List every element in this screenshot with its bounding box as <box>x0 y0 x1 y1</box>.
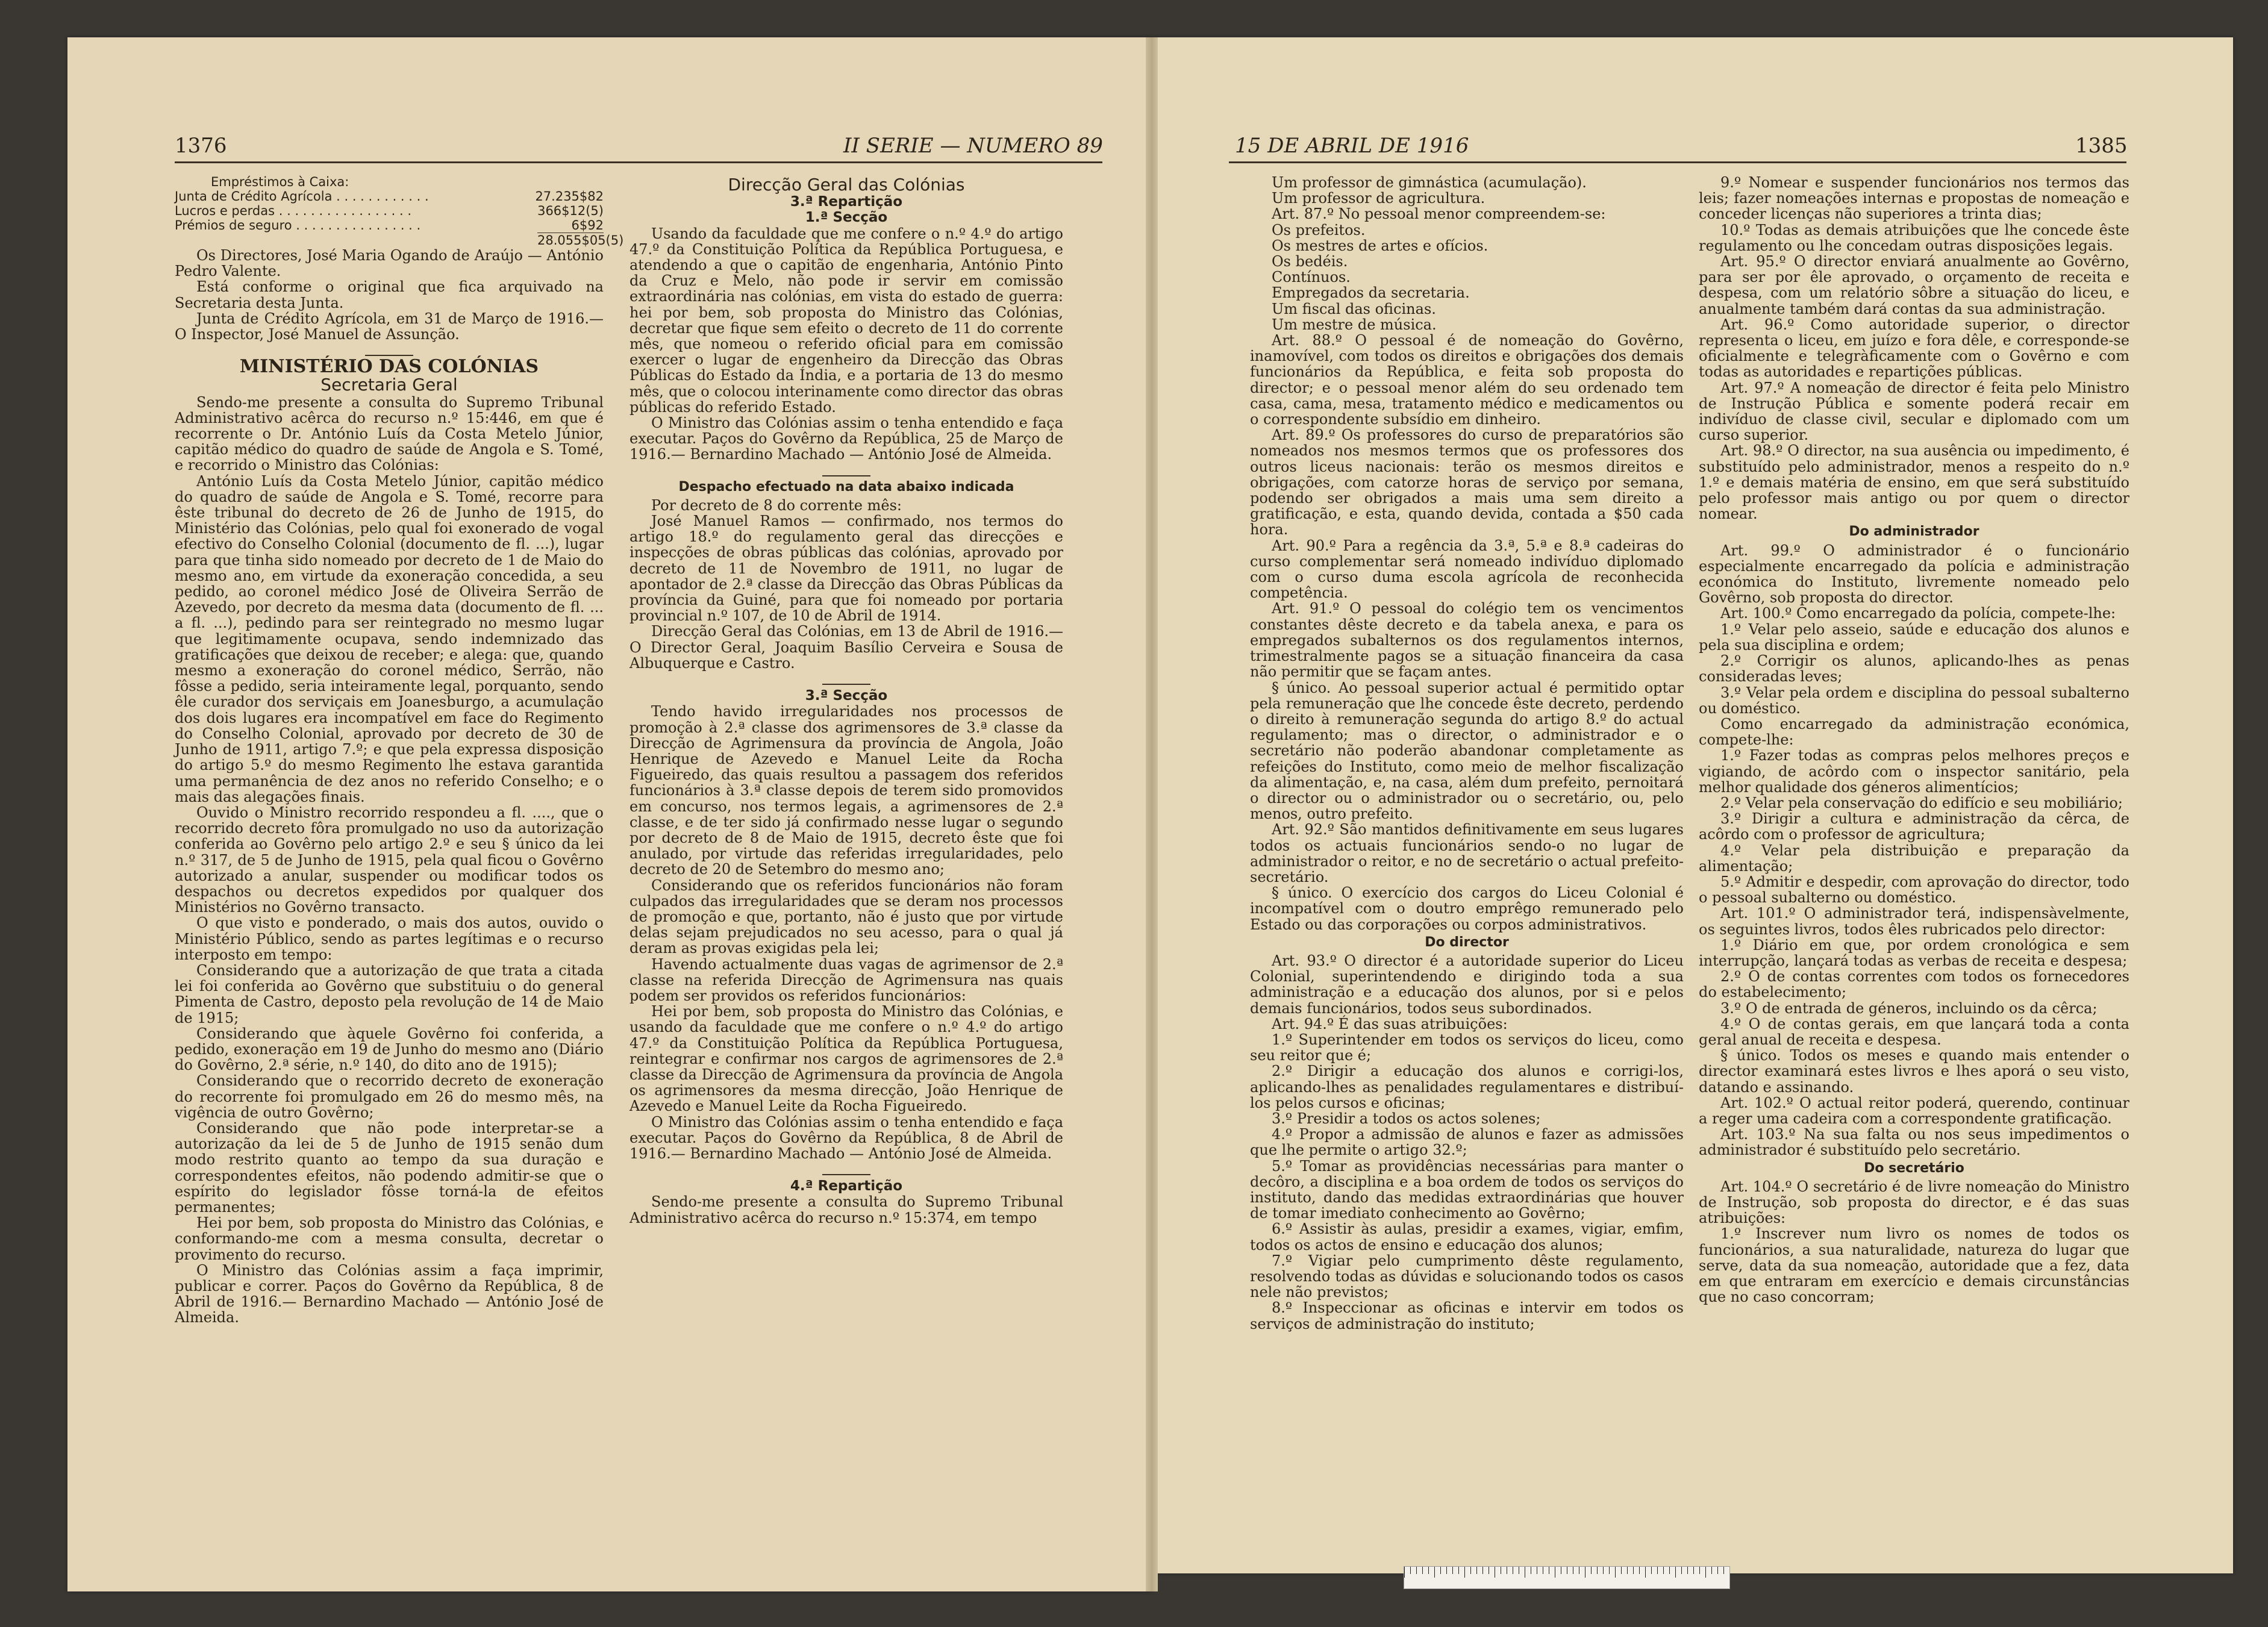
paragraph: Os mestres de artes e ofícios. <box>1272 237 1489 254</box>
accounts-block <box>175 175 624 248</box>
paragraph: Art. 101.º O administrador terá, indispensàvelmente, os seguintes livros, todos êles rubricados pelo director: <box>1699 905 2129 938</box>
page-fold <box>1146 37 1158 1591</box>
paragraph: 1.º Velar pelo asseio, saúde e educação dos alunos e pela sua disciplina e ordem; <box>1699 620 2129 654</box>
paragraph: 2.º Dirigir a educação dos alunos e corrigi-los, aplicando-lhes as penalidades regulamentares e distribuí-los pelos cursos e oficinas; <box>1250 1063 1684 1111</box>
paragraph: Como encarregado da administração económica, compete-lhe: <box>1699 715 2129 749</box>
paragraph: Os bedéis. <box>1272 253 1348 270</box>
secretaria-heading: Secretaria Geral <box>320 375 458 395</box>
director-heading: Do director <box>1425 934 1509 950</box>
final-paragraph: Sendo-me presente a consulta do Supremo Tribunal Administrativo acêrca do recurso n.º 15:374, em tempo <box>629 1193 1063 1226</box>
ornament <box>629 675 1063 684</box>
paragraph: Considerando que não pode interpretar-se a autorização da lei de 5 de Junho de 1915 senão dum modo restrito quanto ao tempo da sua duração e correspondentes efeitos, não podendo admitir-se que o espírito do legislador fôsse torná-la de efeitos permanentes; <box>175 1119 604 1216</box>
paragraph: Sendo-me presente a consulta do Supremo Tribunal Administrativo acêrca do recurso n.º 15:446, em que é recorrente o Dr. António Luís da Costa Metelo Júnior, capitão médico do quadro de saúde de Angola e S. Tomé, e recorrido o Ministro das Colónias: <box>175 393 604 474</box>
accounts-label: Junta de Crédito Agrícola . . . . . . . . . . . . <box>175 189 429 204</box>
paragraph: Art. 103.º Na sua falta ou nos seus impedimentos o administrador é substituído pelo secretário. <box>1699 1126 2129 1159</box>
reparticao-4-heading: 4.ª Repartição <box>790 1178 903 1194</box>
paragraph: 3.º Presidir a todos os actos solenes; <box>1272 1110 1541 1127</box>
paragraph: Um professor de agricultura. <box>1272 190 1485 207</box>
paragraph: Considerando que àquele Govêrno foi conferida, a pedido, exoneração em 19 de Junho do mesmo ano (Diário do Govêrno, 2.ª série, n.º 140, do dito ano de 1915); <box>175 1025 604 1074</box>
paragraph: Hei por bem, sob proposta do Ministro das Colónias, e conformando-me com a mesma consulta, decretar o provimento do recurso. <box>175 1214 604 1263</box>
right-date-heading: 15 DE ABRIL DE 1916 <box>1235 134 1469 158</box>
paragraph: Considerando que a autorização de que trata a citada lei foi conferida ao Govêrno que substituiu o do general Pimenta de Castro, deposto pela revolução de 14 de Maio de 1915; <box>175 961 604 1026</box>
accounts-value: 366$12(5) <box>537 204 604 218</box>
column-4 <box>1699 175 2129 1305</box>
paragraph: 9.º Nomear e suspender funcionários nos termos das leis; fazer nomeações internas e propostas de nomeação e conceder licenças não superiores a trinta dias; <box>1699 174 2129 223</box>
paragraph: Art. 90.º Para a regência da 3.ª, 5.ª e 8.ª cadeiras do curso complementar será nomeado indivíduo diplomado com o curso duma escola agrícola de reconhecida competência. <box>1250 537 1684 602</box>
paragraph: O Ministro das Colónias assim o tenha entendido e faça executar. Paços do Govêrno da República, 8 de Abril de 1916.— Bernardino Machado — António José de Almeida. <box>629 1113 1063 1162</box>
paragraph: Havendo actualmente duas vagas de agrimensor de 2.ª classe na referida Direcção de Agrimensura nas quais podem ser providos os referidos funcionários: <box>629 955 1063 1004</box>
column-1 <box>175 175 624 1326</box>
accounts-label: Prémios de seguro . . . . . . . . . . . . . . . . <box>175 218 421 233</box>
paragraph: 4.º O de contas gerais, em que lançará toda a conta geral anual de receita e despesa. <box>1699 1015 2129 1048</box>
decree-date-line: Por decreto de 8 do corrente mês: <box>651 496 902 514</box>
paragraph: 2.º O de contas correntes com todos os fornecedores do estabelecimento; <box>1699 968 2129 1001</box>
paragraph: Art. 91.º O pessoal do colégio tem os vencimentos constantes dêste decreto e da tabela anexa, e para os empregados subalternos os dos regulamentos internos, trimestralmente pagos se a situação financeira da casa não permitir que se façam antes. <box>1250 600 1684 681</box>
accounts-title: Empréstimos à Caixa: <box>211 175 349 189</box>
paragraph: Tendo havido irregularidades nos processos de promoção à 2.ª classe dos agrimensores de 3.ª classe da Direcção de Agrimensura da província de Angola, João Henrique de Azevedo e Manuel Leite da Rocha Figueiredo, das quais resultou a passagem dos referidos funcionários à 3.ª classe depois de terem sido promovidos em concurso, nos termos legais, a agrimensores de 2.ª classe, e de ter sido já confirmado nesse lugar o segundo por decreto de 8 de Maio de 1915, decreto êste que foi anulado, por virtude das referidas irregularidades, pelo decreto de 20 de Setembro do mesmo ano; <box>629 703 1063 878</box>
directors-line: Os Directores, José Maria Ogando de Araújo — António Pedro Valente. <box>175 247 604 280</box>
paragraph: 10.º Todas as demais atribuições que lhe concede êste regulamento ou lhe concedam outras disposições legais. <box>1699 221 2129 254</box>
paragraph: 2.º Velar pela conservação do edifício e seu mobiliário; <box>1720 794 2123 811</box>
paragraph: Art. 89.º Os professores do curso de preparatórios são nomeados nos mesmos termos que os professores dos outros liceus nacionais: terão os mesmos direitos e obrigações, com catorze horas de serviço por semana, podendo ser obrigados a mais uma sem direito a gratificação, e esta, quando devida, contada a $50 cada hora. <box>1250 426 1684 539</box>
secretario-heading: Do secretário <box>1864 1160 1964 1176</box>
director-general-line: Direcção Geral das Colónias, em 13 de Abril de 1916.— O Director Geral, Joaquim Basílio Cerveira e Sousa de Albuquerque e Castro. <box>629 623 1063 672</box>
paragraph: Um mestre de música. <box>1272 316 1437 333</box>
accounts-value: 6$92 <box>571 218 604 233</box>
paragraph: Os prefeitos. <box>1272 221 1366 239</box>
paragraph: Hei por bem, sob proposta do Ministro das Colónias, e usando da faculdade que me confere o n.º 4.º do artigo 47.º da Constituição Política da República Portuguesa, reintegrar e confirmar nos cargos de agrimensores de 2.ª classe da Direcção de Agrimensura da província de Angola os agrimensores da mesma direcção, João Henrique de Azevedo e Manuel Leite da Rocha Figueiredo. <box>629 1003 1063 1115</box>
direccao-heading: Direcção Geral das Colónias <box>728 175 965 195</box>
paragraph: 3.º Velar pela ordem e disciplina do pessoal subalterno ou doméstico. <box>1699 684 2129 717</box>
paragraph: 3.º Dirigir a cultura e administração da cêrca, de acôrdo com o professor de agricultura; <box>1699 810 2129 843</box>
accounts-total: 28.055$05(5) <box>537 233 624 248</box>
paragraph: Contínuos. <box>1272 269 1351 286</box>
paragraph: 7.º Vigiar pelo cumprimento dêste regulamento, resolvendo todas as dúvidas e solucionando todos os casos nele não previstos; <box>1250 1252 1684 1301</box>
paragraph: 5.º Tomar as providências necessárias para manter o decôro, a disciplina e a boa ordem de todos os serviços do instituto, dando das medidas extraordinárias que houver de tomar imediato conhecimento ao Govêrno; <box>1250 1157 1684 1222</box>
paragraph: 5.º Admitir e despedir, com aprovação do director, todo o pessoal subalterno ou doméstico. <box>1699 873 2129 907</box>
paragraph: 6.º Assistir às aulas, presidir a exames, vigiar, emfim, todos os actos de ensino e educação dos alunos; <box>1250 1220 1684 1254</box>
paragraph: Empregados da secretaria. <box>1272 284 1470 302</box>
left-page-number: 1376 <box>175 134 227 158</box>
accounts-row <box>175 218 604 233</box>
paragraph: Art. 95.º O director enviará anualmente ao Govêrno, para ser por êle aprovado, o orçamento de receita e despesa, com um relatório sôbre a situação do liceu, e anualmente também dará contas da sua administração. <box>1699 253 2129 317</box>
paragraph: 1.º Fazer todas as compras pelos melhores preços e vigiando, de acôrdo com o inspector sanitário, pela melhor qualidade dos géneros alimentícios; <box>1699 747 2129 796</box>
ornament <box>629 466 1063 476</box>
paragraph: Um fiscal das oficinas. <box>1272 300 1436 317</box>
paragraph: Art. 88.º O pessoal é de nomeação do Govêrno, inamovível, com todos os direitos e obrigações dos demais funcionários da República, e feita sob proposta do director; e o pessoal menor além do seu ordenado tem casa, cama, mesa, tratamento médico e medicamentos ou o correspondente subsídio em dinheiro. <box>1250 332 1684 428</box>
paragraph: 4.º Propor a admissão de alunos e fazer as admissões que lhe permite o artigo 32.º; <box>1250 1126 1684 1159</box>
paragraph: Art. 99.º O administrador é o funcionário especialmente encarregado da polícia e administração económica do Instituto, livremente nomeado pelo Govêrno, sob proposta do director. <box>1699 542 2129 607</box>
paragraph: Art. 92.º São mantidos definitivamente em seus lugares todos os actuais funcionários sendo-o no lugar de administrador o reitor, e no de secretário o actual prefeito-secretário. <box>1250 821 1684 885</box>
measurement-ruler <box>1404 1566 1730 1589</box>
paragraph: 1.º Inscrever num livro os nomes de todos os funcionários, a sua naturalidade, natureza do lugar que serve, data da sua nomeação, autoridade que a fez, data em que entraram em exercício e demais circunstâncias que no caso concorram; <box>1699 1225 2129 1306</box>
reparticao-3-heading: 3.ª Repartição <box>790 194 903 210</box>
paragraph: Considerando que o recorrido decreto de exoneração do recorrente foi promulgado em 26 do mesmo mês, na vigência de outro Govêrno; <box>175 1072 604 1121</box>
administrador-heading: Do administrador <box>1849 524 1979 540</box>
paragraph: 1.º Diário em que, por ordem cronológica e sem interrupção, lançará todas as verbas de receita e despesa; <box>1699 936 2129 969</box>
paragraph: Art. 100.º Como encarregado da polícia, compete-lhe: <box>1720 605 2116 622</box>
ministry-heading: MINISTÉRIO DAS COLÓNIAS <box>239 356 539 378</box>
seccao-3-heading: 3.ª Secção <box>805 688 888 704</box>
accounts-label: Lucros e perdas . . . . . . . . . . . . . . . . . <box>175 204 412 218</box>
decree-paragraph: Usando da faculdade que me confere o n.º 4.º do artigo 47.º da Constituição Política da República Portuguesa, e atendendo a que o capitão de engenharia, António Pinto da Cruz e Melo, não pode ir servir em comissão extraordinária nas colónias, em vista do estado de guerra: hei por bem, sob proposta do Ministro das Colónias, decretar que fique sem efeito o decreto de 11 do corrente mês, que nomeou o referido oficial para em comissão exercer o lugar de engenheiro da Direcção das Obras Públicas do Estado da Índia, e a portaria de 13 do mesmo mês, que o colocou interinamente como director das obras públicas do referido Estado. <box>629 225 1063 416</box>
left-series-heading: II SERIE — NUMERO 89 <box>843 134 1103 158</box>
inspector-line: Junta de Crédito Agrícola, em 31 de Março de 1916.— O Inspector, José Manuel de Assunção. <box>175 310 604 343</box>
paragraph: Art. 104.º O secretário é de livre nomeação do Ministro de Instrução, sob proposta do director, e é das suas atribuições: <box>1699 1178 2129 1227</box>
paragraph: Art. 97.º A nomeação de director é feita pelo Ministro de Instrução Pública e somente poderá recair em indivíduo de classe civil, secular e diplomado com um curso superior. <box>1699 379 2129 444</box>
paragraph: 2.º Corrigir os alunos, aplicando-lhes as penas consideradas leves; <box>1699 652 2129 685</box>
paragraph: Art. 98.º O director, na sua ausência ou impedimento, é substituído pelo administrador, menos a respeito do n.º 1.º e demais matéria de ensino, em que será substituído pelo professor mais antigo ou por quem o director nomear. <box>1699 442 2129 523</box>
paragraph: Um professor de gimnástica (acumulação). <box>1272 174 1587 191</box>
paragraph: Considerando que os referidos funcionários não foram culpados das irregularidades que se deram nos processos de promoção e que, portanto, não é justo que por virtude delas sejam prejudicados no seu acesso, para o qual já deram as provas exigidas pela lei; <box>629 876 1063 957</box>
conformity-line: Está conforme o original que fica arquivado na Secretaria desta Junta. <box>175 278 604 311</box>
left-header-rule <box>175 161 1102 163</box>
seccao-1-heading: 1.ª Secção <box>805 210 888 226</box>
right-page-number: 1385 <box>2075 134 2128 158</box>
right-header-rule <box>1229 161 2126 163</box>
paragraph: O que visto e ponderado, o mais dos autos, ouvido o Ministério Público, sendo as partes legítimas e o recurso interposto em tempo: <box>175 914 604 963</box>
paragraph: Art. 94.º É das suas atribuições: <box>1272 1015 1508 1032</box>
ornament <box>175 346 604 355</box>
paragraph: § único. Ao pessoal superior actual é permitido optar pela remuneração que lhe concede êste decreto, perdendo o direito à remuneração segunda do artigo 8.º do actual regulamento; mas o director, o administrador e o secretário não poderão abandonar completamente as refeições do Instituto, como meio de melhor fiscalização da alimentação, e, na casa, além dum prefeito, pernoitará o director ou o administrador ou o secretário, ou, pelo menos, outro prefeito. <box>1250 679 1684 823</box>
paragraph: § único. Todos os meses e quando mais entender o director examinará estes livros e lhes aporá o seu visto, datando e assinando. <box>1699 1047 2129 1096</box>
ramos-paragraph: José Manuel Ramos — confirmado, nos termos do artigo 18.º do regulamento geral das direcções e inspecções de obras públicas das colónias, aprovado por decreto de 11 de Novembro de 1911, no lugar de apontador de 2.ª classe da Direcção das Obras Públicas da província da Guiné, para que foi nomeado por portaria provincial n.º 107, de 10 de Abril de 1914. <box>629 513 1063 625</box>
paragraph: Ouvido o Ministro recorrido respondeu a fl. ...., que o recorrido decreto fôra promulgado no uso da autorização conferida ao Govêrno pelo artigo 2.º e seu § único da lei n.º 317, de 5 de Junho de 1915, pela qual ficou o Govêrno autorizado a anular, suspender ou modificar todos os despachos ou decretos expedidos por qualquer dos Ministérios no Govêrno transacto. <box>175 804 604 916</box>
paragraph: Art. 96.º Como autoridade superior, o director representa o liceu, em juízo e fora dêle, e corresponde-se oficialmente e telegràficamente com o Govêrno e com todas as autoridades e repartições públicas. <box>1699 316 2129 381</box>
ornament <box>629 1165 1063 1175</box>
signature-paragraph: O Ministro das Colónias assim o tenha entendido e faça executar. Paços do Govêrno da República, 25 de Março de 1916.— Bernardino Machado — António José de Almeida. <box>629 414 1063 463</box>
despacho-heading: Despacho efectuado na data abaixo indicada <box>678 479 1014 495</box>
paragraph: Art. 93.º O director é a autoridade superior do Liceu Colonial, superintendendo e dirigindo toda a sua administração e a educação dos alunos, por si e pelos demais funcionários, todos seus subordinados. <box>1250 952 1684 1017</box>
paragraph: Art. 102.º O actual reitor poderá, querendo, continuar a reger uma cadeira com a correspondente gratificação. <box>1699 1094 2129 1127</box>
accounts-row <box>175 189 604 204</box>
paragraph: O Ministro das Colónias assim a faça imprimir, publicar e correr. Paços do Govêrno da República, 8 de Abril de 1916.— Bernardino Machado — António José de Almeida. <box>175 1261 604 1326</box>
accounts-row <box>175 204 604 218</box>
paragraph: § único. O exercício dos cargos do Liceu Colonial é incompatível com o doutro emprêgo remunerado pelo Estado ou das corporações ou corpos administrativos. <box>1250 884 1684 933</box>
paragraph: António Luís da Costa Metelo Júnior, capitão médico do quadro de saúde de Angola e S. Tomé, recorre para êste tribunal do decreto de 26 de Junho de 1915, do Ministério das Colónias, pelo qual foi exonerado de vogal efectivo do Conselho Colonial (documento de fl. ...), lugar para que tinha sido nomeado por decreto de 1 de Maio do mesmo ano, em virtude da exoneração concedida, a seu pedido, ao coronel médico José de Oliveira Serrão de Azevedo, por decreto da mesma data (documento de fl. ... a fl. ...), pedindo para ser reintegrado no mesmo lugar que legitimamente ocupava, sendo indemnizado das gratificações que deixou de receber; e alega: que, quando mesmo a exoneração do coronel médico, Serrão, não fôsse a pedido, seria inteiramente legal, porquanto, sendo êle curador dos serviçais em Joanesburgo, a acumulação dos dois lugares era incompatível em face do Regimento do Conselho Colonial, aprovado por decreto de 30 de Junho de 1911, artigo 7.º; e que pela expressa disposição do artigo 5.º do mesmo Regimento lhe estava garantida uma permanência de dez anos no referido Conselho; e o mais das alegações finais. <box>175 472 604 805</box>
column-2 <box>629 175 1063 1226</box>
paragraph: 8.º Inspeccionar as oficinas e intervir em todos os serviços de administração do instituto; <box>1250 1299 1684 1332</box>
accounts-value: 27.235$82 <box>535 189 604 204</box>
paragraph: 1.º Superintender em todos os serviços do liceu, como seu reitor que é; <box>1250 1031 1684 1064</box>
paragraph: 3.º O de entrada de géneros, incluindo os da cêrca; <box>1720 999 2098 1017</box>
paragraph: 4.º Velar pela distribuição e preparação da alimentação; <box>1699 842 2129 875</box>
column-3 <box>1250 175 1684 1332</box>
paragraph: Art. 87.º No pessoal menor compreendem-se: <box>1272 205 1606 223</box>
